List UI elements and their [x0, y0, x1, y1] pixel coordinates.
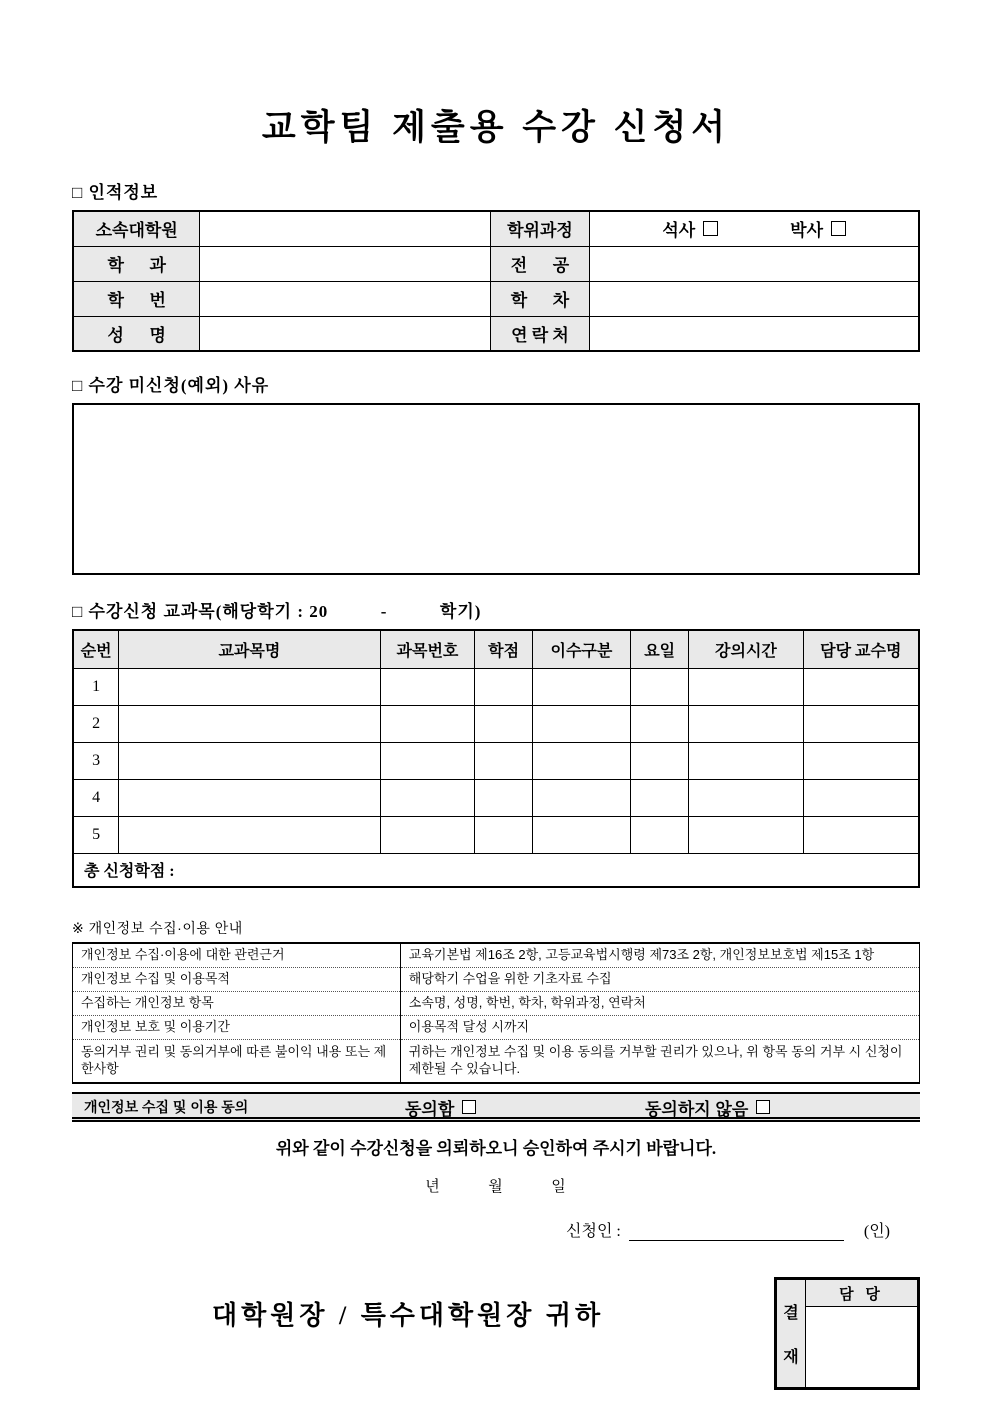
credits-cell[interactable]: [475, 816, 533, 853]
masters-checkbox[interactable]: [703, 221, 718, 236]
professor-cell[interactable]: [803, 668, 919, 705]
footer-row: [72, 1277, 920, 1390]
course-type-cell[interactable]: [532, 705, 630, 742]
privacy-row: [73, 1039, 920, 1083]
privacy-value: 해당학기 수업을 위한 기초자료 수집: [400, 967, 919, 991]
consent-agree-label: 동의함: [405, 1099, 455, 1119]
section-title-course-list: □ 수강신청 교과목(해당학기 : 20 - 학기): [72, 602, 482, 621]
consent-label: 개인정보 수집 및 이용 동의: [84, 1099, 249, 1116]
col-header-credits: 학점: [475, 630, 533, 668]
contact-label: 연 락 처: [490, 316, 590, 351]
major-field[interactable]: [590, 246, 919, 281]
course-number: 3: [73, 742, 119, 779]
privacy-row: [73, 967, 920, 991]
privacy-value: 이용목적 달성 시까지: [400, 1015, 919, 1039]
privacy-notice-table: [72, 942, 920, 1084]
course-number: 5: [73, 816, 119, 853]
course-row: [73, 742, 919, 779]
col-header-course-name: 교과목명: [119, 630, 380, 668]
total-credits-label: 총 신청학점 :: [84, 863, 175, 881]
privacy-label: 수집하는 개인정보 항목: [73, 991, 401, 1015]
page-title: 교학팀 제출용 수강 신청서: [261, 108, 731, 147]
col-header-course-code: 과목번호: [380, 630, 475, 668]
lecture-time-cell[interactable]: [689, 705, 803, 742]
course-name-cell[interactable]: [119, 668, 380, 705]
approval-main-column: [806, 1280, 917, 1387]
privacy-row: [73, 991, 920, 1015]
day-cell[interactable]: [630, 742, 688, 779]
course-number: 2: [73, 705, 119, 742]
consent-bar: [72, 1092, 920, 1122]
day-cell[interactable]: [630, 668, 688, 705]
semester-label: 학 차: [490, 281, 590, 316]
col-header-number: 순번: [73, 630, 119, 668]
privacy-value: 교육기본법 제16조 2항, 고등교육법시행령 제73조 2항, 개인정보보호법 제15조 1항: [400, 943, 919, 967]
course-code-cell[interactable]: [380, 705, 475, 742]
masters-label: 석사: [662, 221, 696, 241]
col-header-day: 요일: [630, 630, 688, 668]
section-title-personal-info: □ 인적정보: [72, 183, 159, 202]
applicant-label: 신청인 :: [566, 1223, 621, 1241]
course-type-cell[interactable]: [532, 779, 630, 816]
approval-char-top: 결: [783, 1305, 799, 1323]
privacy-label: 개인정보 보호 및 이용기간: [73, 1015, 401, 1039]
col-header-lecture-time: 강의시간: [689, 630, 803, 668]
total-credits-row: [73, 853, 919, 887]
recipient-line: 대학원장 / 특수대학원장 귀하: [212, 1301, 605, 1331]
doctorate-option: [790, 216, 846, 241]
degree-course-field: [590, 211, 919, 246]
consent-agree-option: [405, 1094, 476, 1120]
course-name-cell[interactable]: [119, 742, 380, 779]
graduate-school-label: 소속대학원: [73, 211, 200, 246]
department-field[interactable]: [200, 246, 490, 281]
day-cell[interactable]: [630, 779, 688, 816]
approval-column-header: 담 당: [806, 1280, 917, 1307]
lecture-time-cell[interactable]: [689, 816, 803, 853]
course-code-cell[interactable]: [380, 668, 475, 705]
day-cell[interactable]: [630, 816, 688, 853]
professor-cell[interactable]: [803, 705, 919, 742]
department-label: 학 과: [73, 246, 200, 281]
course-name-cell[interactable]: [119, 705, 380, 742]
privacy-label: 동의거부 권리 및 동의거부에 따른 불이익 내용 또는 제한사항: [81, 1043, 387, 1076]
seal-label: (인): [863, 1223, 890, 1241]
contact-field[interactable]: [590, 316, 919, 351]
personal-info-table: [72, 210, 920, 352]
total-credits-field[interactable]: [73, 853, 919, 887]
semester-field[interactable]: [590, 281, 919, 316]
name-field[interactable]: [200, 316, 490, 351]
credits-cell[interactable]: [475, 779, 533, 816]
consent-disagree-option: [645, 1094, 770, 1120]
professor-cell[interactable]: [803, 742, 919, 779]
course-code-cell[interactable]: [380, 742, 475, 779]
course-code-cell[interactable]: [380, 816, 475, 853]
graduate-school-field[interactable]: [200, 211, 490, 246]
consent-agree-checkbox[interactable]: [462, 1100, 476, 1114]
masters-option: [662, 216, 718, 241]
privacy-row: [73, 1015, 920, 1039]
course-type-cell[interactable]: [532, 742, 630, 779]
privacy-row: [73, 943, 920, 967]
approval-side-label: [777, 1280, 806, 1387]
privacy-value: 소속명, 성명, 학번, 학차, 학위과정, 연락처: [400, 991, 919, 1015]
table-row: [73, 316, 919, 351]
lecture-time-cell[interactable]: [689, 668, 803, 705]
approval-signature-area[interactable]: [806, 1307, 917, 1387]
course-name-cell[interactable]: [119, 779, 380, 816]
lecture-time-cell[interactable]: [689, 742, 803, 779]
course-type-cell[interactable]: [532, 668, 630, 705]
table-row: [73, 281, 919, 316]
date-line: 년 월 일: [425, 1179, 567, 1196]
course-name-cell[interactable]: [119, 816, 380, 853]
doctorate-label: 박사: [790, 221, 824, 241]
section-title-non-registration-reason: □ 수강 미신청(예외) 사유: [72, 376, 270, 395]
course-number: 1: [73, 668, 119, 705]
table-row: [73, 246, 919, 281]
professor-cell[interactable]: [803, 779, 919, 816]
credits-cell[interactable]: [475, 742, 533, 779]
request-statement: 위와 같이 수강신청을 의뢰하오니 승인하여 주시기 바랍니다.: [275, 1139, 717, 1159]
course-row: [73, 779, 919, 816]
course-row: [73, 705, 919, 742]
privacy-notice-title: ※ 개인정보 수집·이용 안내: [72, 920, 243, 936]
credits-cell[interactable]: [475, 705, 533, 742]
approval-stamp-box: [774, 1277, 920, 1390]
privacy-label: 개인정보 수집·이용에 대한 관련근거: [73, 943, 401, 967]
course-row: [73, 816, 919, 853]
privacy-label: 개인정보 수집 및 이용목적: [73, 967, 401, 991]
student-id-field[interactable]: [200, 281, 490, 316]
non-registration-reason-field[interactable]: [72, 403, 920, 575]
major-label: 전 공: [490, 246, 590, 281]
course-code-cell[interactable]: [380, 779, 475, 816]
applicant-signature-field[interactable]: [629, 1223, 844, 1241]
col-header-course-type: 이수구분: [532, 630, 630, 668]
approval-char-bottom: 재: [783, 1348, 799, 1366]
professor-cell[interactable]: [803, 816, 919, 853]
course-table: [72, 629, 920, 888]
consent-disagree-checkbox[interactable]: [756, 1100, 770, 1114]
table-row: [73, 211, 919, 246]
credits-cell[interactable]: [475, 668, 533, 705]
course-table-header-row: [73, 630, 919, 668]
course-row: [73, 668, 919, 705]
col-header-professor: 담당 교수명: [803, 630, 919, 668]
doctorate-checkbox[interactable]: [831, 221, 846, 236]
name-label: 성 명: [73, 316, 200, 351]
applicant-signature-row: [72, 1218, 920, 1241]
day-cell[interactable]: [630, 705, 688, 742]
student-id-label: 학 번: [73, 281, 200, 316]
course-number: 4: [73, 779, 119, 816]
consent-disagree-label: 동의하지 않음: [645, 1099, 749, 1119]
course-type-cell[interactable]: [532, 816, 630, 853]
lecture-time-cell[interactable]: [689, 779, 803, 816]
privacy-value: 귀하는 개인정보 수집 및 이용 동의를 거부할 권리가 있으나, 위 항목 동의 거부 시 신청이 제한될 수 있습니다.: [400, 1039, 919, 1083]
degree-course-label: 학위과정: [490, 211, 590, 246]
